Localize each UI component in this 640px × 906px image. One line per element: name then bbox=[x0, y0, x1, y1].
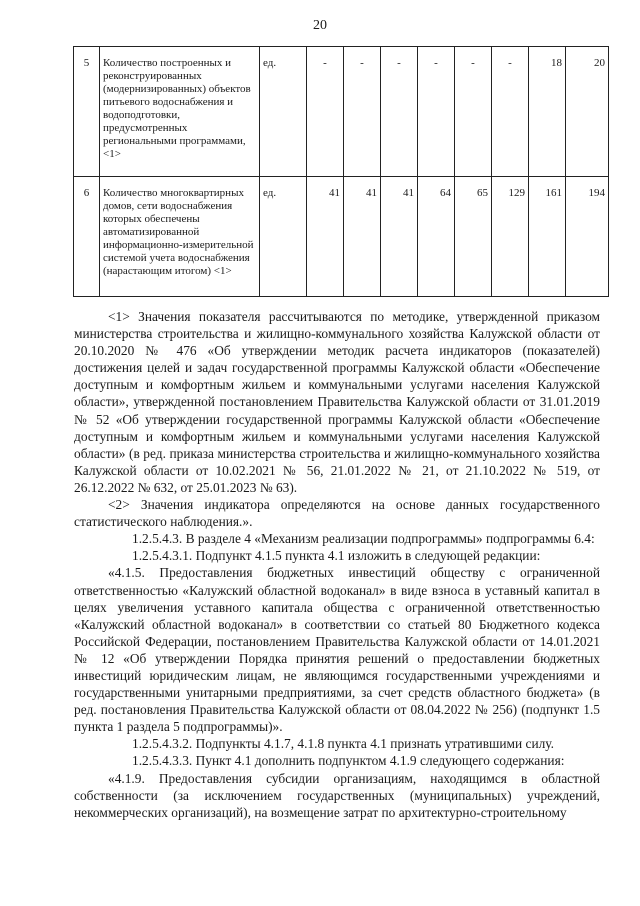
footnote-1: <1> Значения показателя рассчитываются по методике, утвержденной приказом министерства строительства и жилищно-коммунального хозяйства Калужской области от 20.10.2020 № 476 «Об утверждении методик расчета индикаторов (показателей) достижения целей и задач государственной программы Калужской области «Обеспечение доступным и комфортным жильем и коммунальными услугами населения Калужской области», утвержденной постановлением Правительства Калужской области от 31.01.2019 № 52 «Об утверждении государственной программы Калужской области «Обеспечение доступным и комфортным жильем и коммунальными услугами населения Калужской области» (в ред. приказа министерства строительства и жилищно-коммунального хозяйства Калужской области от 10.02.2021 № 56, 21.01.2022 № 21, от 21.10.2022 № 519, от 26.12.2022 № 632, от 25.01.2023 № 63). bbox=[74, 309, 600, 495]
value-cell: - bbox=[492, 47, 529, 177]
unit-cell: ед. bbox=[260, 177, 307, 297]
value-cell: 41 bbox=[344, 177, 381, 297]
value-cell: 161 bbox=[529, 177, 566, 297]
footnote-2: <2> Значения индикатора определяются на основе данных государственного статистического наблюдения.». bbox=[74, 497, 600, 530]
value-cell: - bbox=[381, 47, 418, 177]
value-cell: - bbox=[307, 47, 344, 177]
value-cell: 20 bbox=[566, 47, 609, 177]
value-cell: - bbox=[455, 47, 492, 177]
indicators-table bbox=[73, 46, 609, 297]
table-row bbox=[74, 47, 609, 177]
page-number: 20 bbox=[313, 18, 327, 33]
value-cell: 18 bbox=[529, 47, 566, 177]
unit-cell: ед. bbox=[260, 47, 307, 177]
paragraph-1-2-5-4-3: 1.2.5.4.3. В разделе 4 «Механизм реализации подпрограммы» подпрограммы 6.4: bbox=[132, 531, 595, 547]
indicator-name: Количество построенных и реконструированных (модернизированных) объектов питьевого водоснабжения и водоподготовки, предусмотренных региональными программами, <1> bbox=[100, 47, 260, 177]
paragraph-1-2-5-4-3-2: 1.2.5.4.3.2. Подпункты 4.1.7, 4.1.8 пункта 4.1 признать утратившими силу. bbox=[132, 736, 554, 752]
value-cell: 41 bbox=[307, 177, 344, 297]
value-cell: 64 bbox=[418, 177, 455, 297]
row-number: 5 bbox=[74, 47, 100, 177]
row-number: 6 bbox=[74, 177, 100, 297]
value-cell: 194 bbox=[566, 177, 609, 297]
paragraph-1-2-5-4-3-1: 1.2.5.4.3.1. Подпункт 4.1.5 пункта 4.1 изложить в следующей редакции: bbox=[132, 548, 541, 564]
value-cell: 129 bbox=[492, 177, 529, 297]
value-cell: - bbox=[344, 47, 381, 177]
value-cell: 41 bbox=[381, 177, 418, 297]
body-text bbox=[74, 308, 600, 821]
value-cell: 65 bbox=[455, 177, 492, 297]
paragraph-4-1-5: «4.1.5. Предоставления бюджетных инвестиций обществу с ограниченной ответственностью «Калужский областной водоканал» в виде взноса в уставный капитал в целях увеличения уставного капитала общества с ограниченной ответственностью «Калужский областной водоканал» в соответствии со статьей 80 Бюджетного кодекса Российской Федерации, постановлением Правительства Калужской области от 14.01.2021 № 12 «Об утверждении Порядка принятия решений о предоставлении бюджетных инвестиций юридическим лицам, не являющимся государственными учреждениями и государственными унитарными предприятиями, за счет средств областного бюджета» (в ред. постановления Правительства Калужской области от 08.04.2022 № 256) (подпункт 1.5 пункта 1 раздела 5 подпрограммы)». bbox=[74, 565, 600, 735]
indicator-name: Количество многоквартирных домов, сети водоснабжения которых обеспечены автоматизированной информационно-измерительной системой учета водоснабжения (нарастающим итогом) <1> bbox=[100, 177, 260, 297]
value-cell: - bbox=[418, 47, 455, 177]
paragraph-4-1-9: «4.1.9. Предоставления субсидии организациям, находящимся в областной собственности (за исключением государственных (муниципальных) учреждений, некоммерческих организаций), на возмещение затрат по архитектурно-строительному bbox=[74, 770, 600, 820]
table-row bbox=[74, 177, 609, 297]
paragraph-1-2-5-4-3-3: 1.2.5.4.3.3. Пункт 4.1 дополнить подпунктом 4.1.9 следующего содержания: bbox=[132, 753, 565, 769]
